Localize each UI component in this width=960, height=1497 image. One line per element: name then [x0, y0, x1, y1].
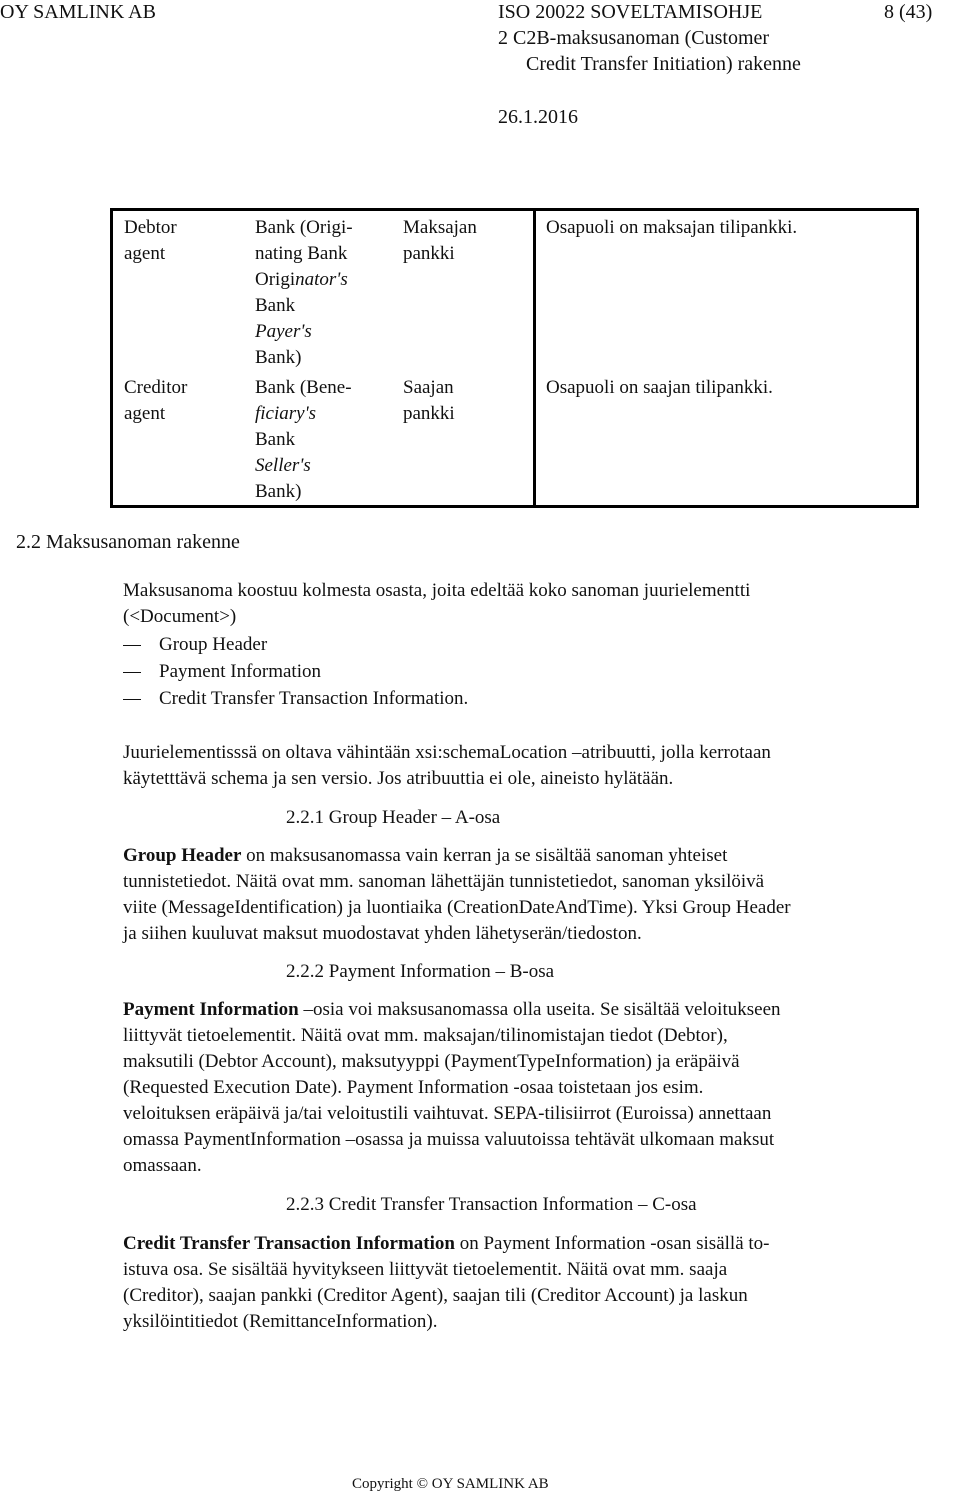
- credit-transfer-paragraph: Credit Transfer Transaction Information on Payment Information -osan sisällä to- istuva osa. Se sisältää hyvitykseen liittyvät tietoelementit. Näitä ovat mm. saaja (Creditor), saajan pankki (Creditor Agent), saajan tili (Creditor Account) ja laskun yksilöintitiedot (RemittanceInformation).: [123, 1233, 770, 1332]
- intro-paragraph: Maksusanoma koostuu kolmesta osasta, joita edeltää koko sanoman juurielementti (<Document>): [123, 580, 751, 627]
- header-section-line1: 2 C2B-maksusanoman (Customer: [498, 27, 770, 49]
- root-element-paragraph: Juurielementisssä on oltava vähintään xsi:schemaLocation –atribuutti, jolla kerrotaan käytetttävä schema ja sen versio. Jos atribuuttia ei ole, aineisto hylätään.: [123, 742, 771, 789]
- section-heading-2-2-2: 2.2.2 Payment Information – B-osa: [286, 961, 555, 982]
- finnish-role-cell: Maksajan pankki: [403, 217, 477, 264]
- role-cell: Debtor agent: [124, 217, 177, 264]
- iso-role-cell: Bank (Origi- nating Bank Originator's Bank Payer's Bank): [255, 217, 353, 368]
- finnish-role-cell: Saajan pankki: [403, 377, 455, 424]
- header-section-line2: Credit Transfer Initiation) rakenne: [526, 53, 801, 75]
- payment-information-paragraph: Payment Information –osia voi maksusanomassa olla useita. Se sisältää veloitukseen liittyvät tietoelementit. Näitä ovat mm. maksajan/tilinomistajan tiedot (Debtor), maksutili (Debtor Account), maksutyyppi (PaymentTypeInformation) ja eräpäivä (Requested Execution Date). Payment Information -osaa toistetaan jos esim. veloituksen eräpäivä ja/tai veloitustili vaihtuvat. SEPA-tilisiirrot (Euroissa) annettaan omassa PaymentInformation –osassa ja muissa valuutoissa tehtävät ulkomaan maksut omassaan.: [123, 999, 781, 1176]
- section-heading-2-2: 2.2 Maksusanoman rakenne: [16, 531, 240, 553]
- group-header-paragraph: Group Header on maksusanomassa vain kerran ja se sisältää sanoman yhteiset tunnistetiedot. Näitä ovat mm. sanoman lähettäjän tunnistetiedot, sanoman yksilöivä viite (MessageIdentification) ja luontiaika (CreationDateAndTime). Yksi Group Header ja siihen kuuluvat maksut muodostavat yhden lähetyserän/tiedoston.: [123, 845, 791, 944]
- header-company: OY SAMLINK AB: [0, 1, 156, 23]
- iso-role-cell: Bank (Bene- ficiary's Bank Seller's Bank): [255, 377, 352, 502]
- table-row: [112, 375, 918, 507]
- roles-table: [110, 208, 919, 508]
- section-heading-2-2-3: 2.2.3 Credit Transfer Transaction Information – C-osa: [286, 1194, 697, 1215]
- footer-copyright: Copyright © OY SAMLINK AB: [352, 1476, 549, 1492]
- dash-bullet-icon: [123, 699, 141, 700]
- description-cell: Osapuoli on maksajan tilipankki.: [535, 210, 918, 376]
- section-heading-2-2-1: 2.2.1 Group Header – A-osa: [286, 807, 501, 828]
- description-cell: Osapuoli on saajan tilipankki.: [535, 375, 918, 507]
- table-row: [112, 210, 918, 376]
- dash-bullet-icon: [123, 645, 141, 646]
- dash-bullet-icon: [123, 672, 141, 673]
- header-page-number: 8 (43): [884, 1, 933, 23]
- header-doc-title: ISO 20022 SOVELTAMISOHJE: [498, 1, 763, 23]
- role-cell: Creditor agent: [124, 377, 188, 424]
- header-date: 26.1.2016: [498, 106, 578, 128]
